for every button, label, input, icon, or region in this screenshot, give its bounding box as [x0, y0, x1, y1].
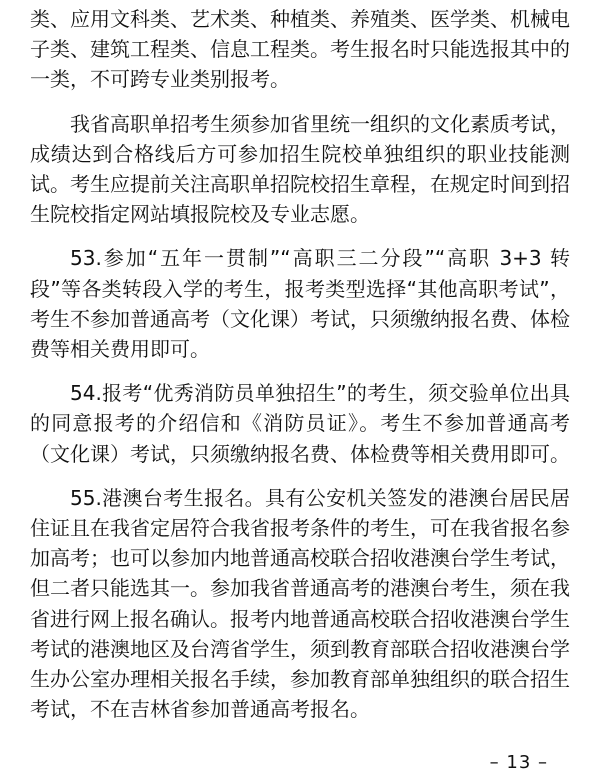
- paragraph-culture-exam: 我省高职单招考生须参加省里统一组织的文化素质考试，成绩达到合格线后方可参加招生院校单独组织的职业技能测试。考生应提前关注高职单招院校招生章程，在规定时间到招生院校指定网站填报院校及专业志愿。: [30, 111, 570, 227]
- paragraph-item-55: 55.港澳台考生报名。具有公安机关签发的港澳台居民居住证且在我省定居符合我省报考条件的考生，可在我省报名参加高考；也可以参加内地普通高校联合招收港澳台学生考试，但二者只能选其一。参加我省普通高考的港澳台考生，须在我省进行网上报名确认。报考内地普通高校联合招收港澳台学生考试的港澳地区及台湾省学生，须到教育部联合招收港澳台学生办公室办理相关报名手续，参加教育部单独组织的联合招生考试，不在吉林省参加普通高考报名。: [30, 485, 570, 722]
- paragraph-continuation: 类、应用文科类、艺术类、种植类、养殖类、医学类、机械电子类、建筑工程类、信息工程类。考生报名时只能选报其中的一类，不可跨专业类别报考。: [30, 7, 570, 92]
- paragraph-item-54: 54.报考“优秀消防员单独招生”的考生，须交验单位出具的同意报考的介绍信和《消防员证》。考生不参加普通高考（文化课）考试，只须缴纳报名费、体检费等相关费用即可。: [30, 381, 570, 466]
- paragraph-item-53: 53.参加“五年一贯制”“高职三二分段”“高职 3+3 转段”等各类转段入学的考生，报考类型选择“其他高职考试”，考生不参加普通高考（文化课）考试，只须缴纳报名费、体检费等相关费用即可。: [30, 246, 570, 362]
- document-page: [30, 4, 570, 724]
- page-number: – 13 –: [489, 752, 548, 773]
